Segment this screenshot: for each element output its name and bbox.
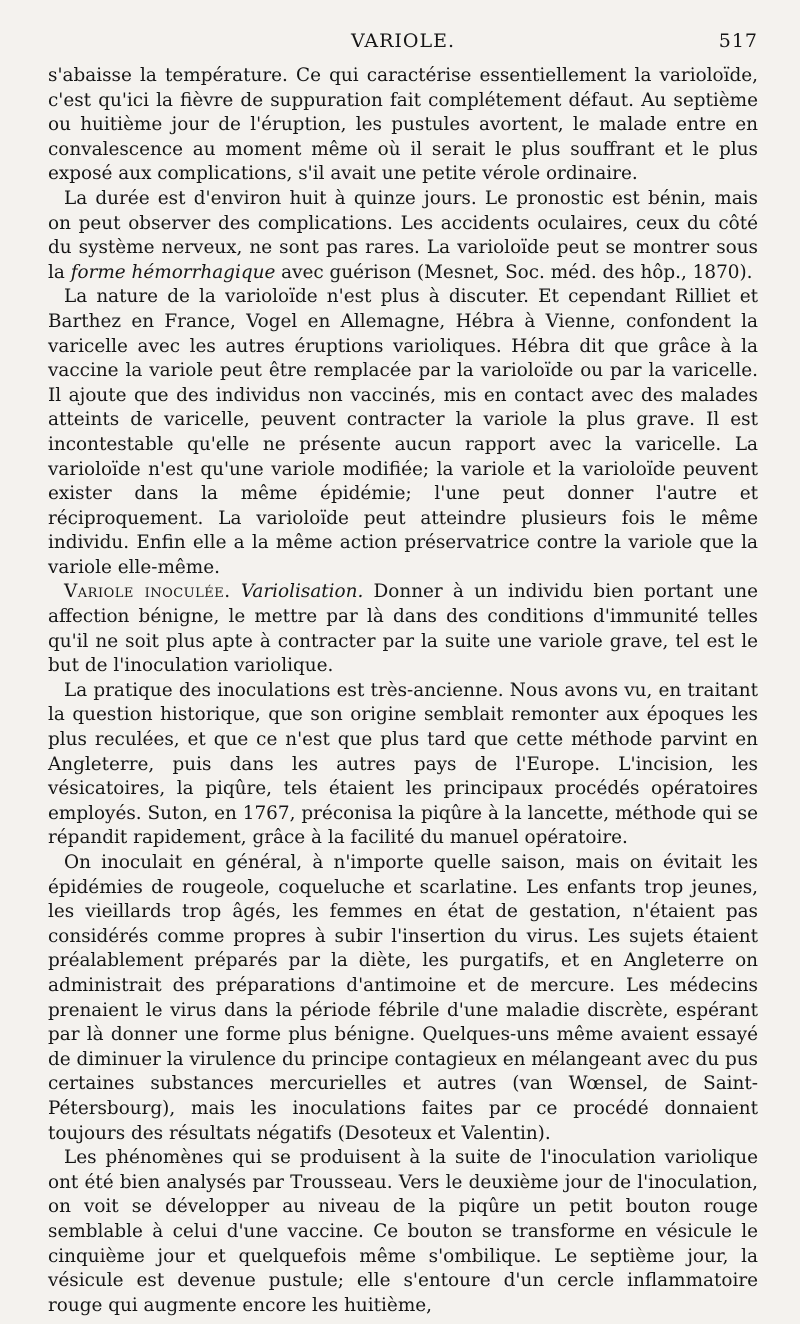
- text-run: On inoculait en général, à n'importe quelle saison, mais on évitait les épidémies de rougeole, coqueluche et scarlatine. Les enfants trop jeunes, les vieillards trop âgés, les femmes en état de gestation, n'étaient pas considérés comme propres à subir l'insertion du virus. Les sujets étaient préalablement préparés par la diète, les purgatifs, et en Angleterre on administrait des préparations d'antimoine et de mercure. Les médecins prenaient le virus dans la période fébrile d'une maladie discrète, espérant par là donner une forme plus bénigne. Quelques-uns même avaient essayé de diminuer la virulence du principe contagieux en mélangeant avec du pus certaines substances mercurielles et autres (van Wœnsel, de Saint-Pétersbourg), mais les inoculations faites par ce procédé donnaient toujours des résultats négatifs (Desoteux et Valentin).: [48, 852, 758, 1144]
- paragraph: [48, 679, 758, 851]
- text-run: s'abaisse la température. Ce qui caractérise essentiellement la varioloïde, c'est qu'ici la fièvre de suppuration fait complétement défaut. Au septième ou huitième jour de l'éruption, les pustules avortent, le malade entre en convalescence au moment même où il serait le plus souffrant et le plus exposé aux complications, s'il avait une petite vérole ordinaire.: [48, 65, 758, 185]
- paragraph: [48, 187, 758, 285]
- text-run: [231, 581, 241, 602]
- section-heading: Variole inoculée.: [64, 581, 231, 603]
- text-run: avec guérison (Mesnet, Soc. méd. des hôp., 1870).: [275, 261, 753, 283]
- running-header: [48, 30, 758, 60]
- text-run: La durée est d'environ huit à quinze jours. Le pronostic est bénin, mais on peut observer des complications. Les accidents oculaires, ceux du côté du système nerveux, ne sont pas rares. La varioloïde peut se montrer sous la: [48, 187, 758, 283]
- paragraph: [48, 285, 758, 580]
- text-run: La pratique des inoculations est très-ancienne. Nous avons vu, en traitant la question historique, que son origine semblait remonter aux époques les plus reculées, et que ce n'est que plus tard que cette méthode parvint en Angleterre, puis dans les autres pays de l'Europe. L'incision, les vésicatoires, la piqûre, tels étaient les principaux procédés opératoires employés. Suton, en 1767, préconisa la piqûre à la lancette, méthode qui se répandit rapidement, grâce à la facilité du manuel opératoire.: [48, 679, 758, 849]
- italic-text: forme hémorrhagique: [70, 261, 276, 283]
- paragraph: [48, 64, 758, 187]
- paragraph: [48, 1146, 758, 1318]
- page-number: 517: [718, 30, 758, 52]
- body-text: [48, 64, 758, 1318]
- running-title: VARIOLE.: [350, 30, 456, 52]
- text-run: Donner à un individu bien portant une affection bénigne, le mettre par là dans des conditions d'immunité telles qu'il ne soit plus apte à contracter par la suite une variole grave, tel est le but de l'inoculation variolique.: [48, 581, 758, 677]
- paragraph: [48, 580, 758, 678]
- text-run: Les phénomènes qui se produisent à la suite de l'inoculation variolique ont été bien analysés par Trousseau. Vers le deuxième jour de l'inoculation, on voit se développer au niveau de la piqûre un petit bouton rouge semblable à celui d'une vaccine. Ce bouton se transforme en vésicule le cinquième jour et quelquefois même s'ombilique. Le septième jour, la vésicule est devenue pustule; elle s'entoure d'un cercle inflammatoire rouge qui augmente encore les huitième,: [48, 1147, 758, 1316]
- italic-text: Variolisation.: [240, 581, 364, 603]
- text-run: La nature de la varioloïde n'est plus à discuter. Et cependant Rilliet et Barthez en France, Vogel en Allemagne, Hébra à Vienne, confondent la varicelle avec les autres éruptions varioliques. Hébra dit que grâce à la vaccine la variole peut être remplacée par la varioloïde ou par la varicelle. Il ajoute que des individus non vaccinés, mis en contact avec des malades atteints de varicelle, peuvent contracter la variole la plus grave. Il est incontestable qu'elle ne présente aucun rapport avec la varicelle. La varioloïde n'est qu'une variole modifiée; la variole et la varioloïde peuvent exister dans la même épidémie; l'une peut donner l'autre et réciproquement. La varioloïde peut atteindre plusieurs fois le même individu. Enfin elle a la même action préservatrice contre la variole que la variole elle-même.: [48, 286, 758, 578]
- paragraph: [48, 851, 758, 1146]
